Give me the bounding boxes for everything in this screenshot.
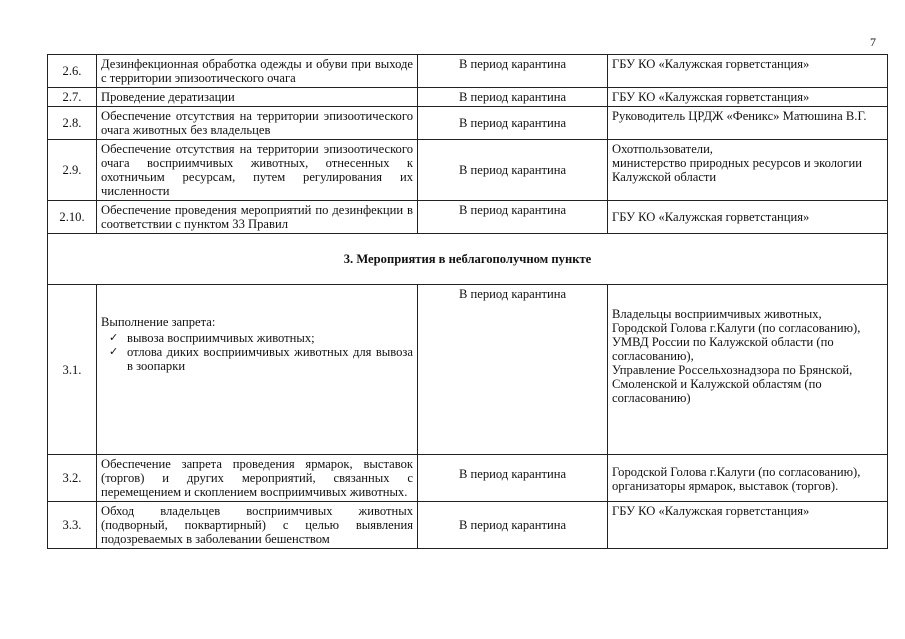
term-text: В период карантина xyxy=(418,140,608,201)
responsible-line: Владельцы восприимчивых животных, xyxy=(612,307,822,321)
row-number: 3.3. xyxy=(48,502,97,549)
responsible-text xyxy=(608,285,888,455)
checklist xyxy=(107,331,413,373)
table-row xyxy=(48,88,888,107)
responsible-line: ГБУ КО «Калужская горветстанция» xyxy=(612,210,810,224)
responsible-text xyxy=(608,140,888,201)
list-item-text: вывоза восприимчивых животных; xyxy=(127,331,315,345)
list-item-text: отлова диких восприимчивых животных для вывоза в зоопарки xyxy=(127,345,413,373)
responsible-text xyxy=(608,502,888,549)
section-heading: 3. Мероприятия в неблагополучном пункте xyxy=(48,234,888,285)
row-number: 2.8. xyxy=(48,107,97,140)
term-text: В период карантина xyxy=(418,201,608,234)
table-row xyxy=(48,285,888,455)
row-number: 2.6. xyxy=(48,55,97,88)
responsible-line: УМВД России по Калужской области (по согласованию), xyxy=(612,335,834,363)
responsible-line: Управление Россельхознадзора по Брянской, Смоленской и Калужской областям (по согласованию) xyxy=(612,363,853,405)
term-text: В период карантина xyxy=(418,502,608,549)
event-text xyxy=(97,285,418,455)
section-row xyxy=(48,234,888,285)
responsible-text xyxy=(608,201,888,234)
event-text: Проведение дератизации xyxy=(97,88,418,107)
table-row xyxy=(48,502,888,549)
event-text: Дезинфекционная обработка одежды и обуви при выходе с территории эпизоотического очага xyxy=(97,55,418,88)
table-row xyxy=(48,55,888,88)
event-text: Обеспечение проведения мероприятий по дезинфекции в соответствии с пунктом 33 Правил xyxy=(97,201,418,234)
responsible-text xyxy=(608,88,888,107)
row-number: 2.7. xyxy=(48,88,97,107)
term-text: В период карантина xyxy=(418,107,608,140)
term-text: В период карантина xyxy=(418,88,608,107)
row-number: 2.10. xyxy=(48,201,97,234)
responsible-text xyxy=(608,55,888,88)
responsible-line: ГБУ КО «Калужская горветстанция» xyxy=(612,90,810,104)
responsible-line: министерство природных ресурсов и экологии Калужской области xyxy=(612,156,862,184)
responsible-line: ГБУ КО «Калужская горветстанция» xyxy=(612,57,810,71)
row-number: 2.9. xyxy=(48,140,97,201)
responsible-text xyxy=(608,455,888,502)
checkmark-icon: ✓ xyxy=(109,331,119,344)
responsible-line: организаторы ярмарок, выставок (торгов). xyxy=(612,479,839,493)
responsible-line: Охотпользователи, xyxy=(612,142,713,156)
event-intro: Выполнение запрета: xyxy=(101,315,216,329)
event-text: Обеспечение запрета проведения ярмарок, выставок (торгов) и других мероприятий, связанных с перемещением и скоплением восприимчивых животных. xyxy=(97,455,418,502)
table-row xyxy=(48,107,888,140)
responsible-text xyxy=(608,107,888,140)
table-row xyxy=(48,201,888,234)
term-text: В период карантина xyxy=(418,55,608,88)
event-text: Обход владельцев восприимчивых животных (подворный, поквартирный) с целью выявления подозреваемых в заболевании бешенством xyxy=(97,502,418,549)
table-row xyxy=(48,455,888,502)
list-item xyxy=(107,331,413,345)
page-number: 7 xyxy=(870,35,876,49)
event-text: Обеспечение отсутствия на территории эпизоотического очага животных без владельцев xyxy=(97,107,418,140)
table-row xyxy=(48,140,888,201)
responsible-line: ГБУ КО «Калужская горветстанция» xyxy=(612,504,810,518)
term-text: В период карантина xyxy=(418,455,608,502)
row-number: 3.1. xyxy=(48,285,97,455)
term-text: В период карантина xyxy=(418,285,608,455)
responsible-line: Руководитель ЦРДЖ «Феникс» Матюшина В.Г. xyxy=(612,109,867,123)
event-text: Обеспечение отсутствия на территории эпизоотического очага восприимчивых животных, отнесенных к охотничьим ресурсам, путем регулирования их численности xyxy=(97,140,418,201)
row-number: 3.2. xyxy=(48,455,97,502)
responsible-line: Городской Голова г.Калуги (по согласованию), xyxy=(612,321,861,335)
list-item xyxy=(107,345,413,373)
checkmark-icon: ✓ xyxy=(109,345,119,358)
measures-table xyxy=(47,54,888,549)
responsible-line: Городской Голова г.Калуги (по согласованию), xyxy=(612,465,861,479)
